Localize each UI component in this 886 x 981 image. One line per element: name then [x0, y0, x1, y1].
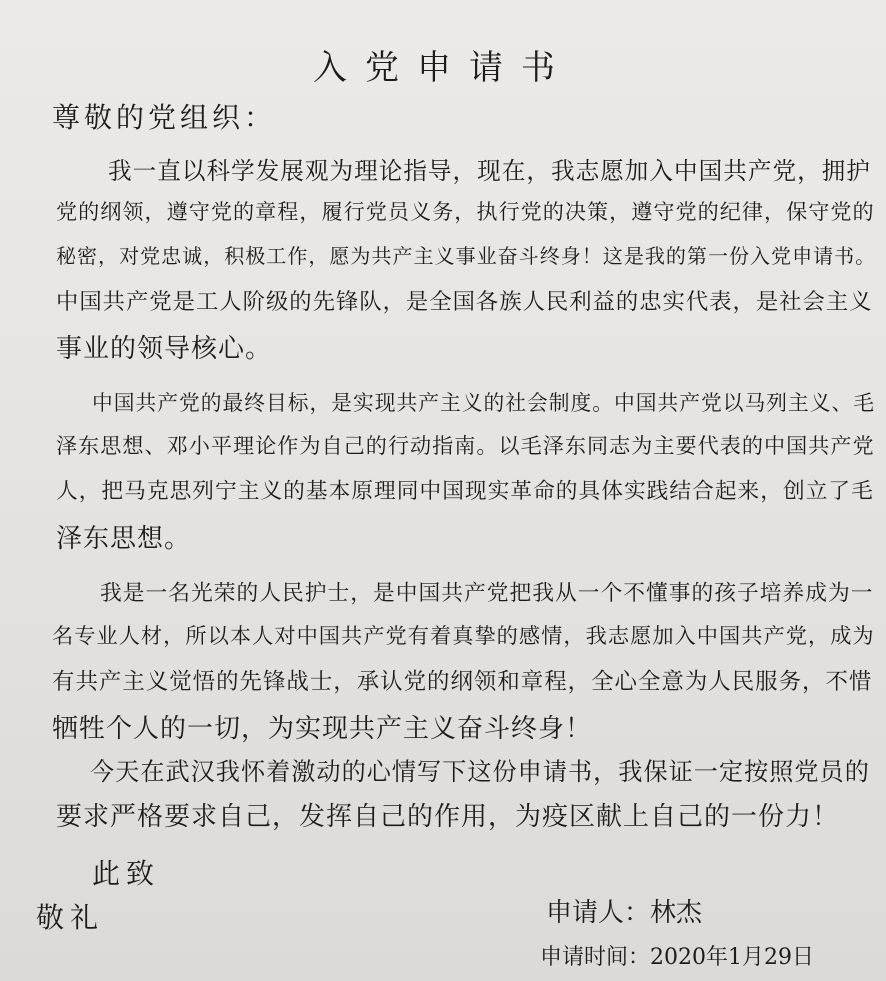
body-line: 我一直以科学发展观为理论指导，现在，我志愿加入中国共产党，拥护 — [108, 157, 871, 185]
body-line: 中国共产党的最终目标，是实现共产主义的社会制度。中国共产党以马列主义、毛 — [92, 391, 876, 415]
letter-title: 入党申请书 — [313, 48, 573, 88]
body-line: 我是一名光荣的人民护士，是中国共产党把我从一个不懂事的孩子培养成为一 — [100, 581, 874, 606]
application-date: 申请时间：2020年1月29日 — [540, 945, 814, 970]
body-line: 中国共产党是工人阶级的先锋队，是全国各族人民利益的忠实代表，是社会主义 — [56, 289, 873, 315]
body-line: 党的纲领，遵守党的章程，履行党员义务，执行党的决策，遵守党的纪律，保守党的 — [56, 199, 875, 224]
body-line: 泽东思想。 — [56, 524, 192, 554]
body-line: 事业的领导核心。 — [56, 334, 273, 364]
closing-jingli: 敬礼 — [36, 901, 105, 934]
applicant-signature: 申请人：林杰 — [546, 898, 703, 928]
body-line: 有共产主义觉悟的先锋战士，承认党的纲领和章程，全心全意为人民服务，不惜 — [52, 669, 873, 695]
body-line: 要求严格要求自己，发挥自己的作用，为疫区献上自己的一份力！ — [56, 802, 840, 832]
body-line: 秘密，对党忠诚，积极工作，愿为共产主义事业奋斗终身！这是我的第一份入党申请书。 — [56, 244, 877, 268]
closing-cizhi: 此致 — [92, 857, 161, 890]
salutation: 尊敬的党组织： — [52, 101, 277, 134]
body-line: 泽东思想、邓小平理论作为自己的行动指南。以毛泽东同志为主要代表的中国共产党 — [56, 433, 875, 458]
body-line: 牺牲个人的一切，为实现共产主义奋斗终身！ — [52, 714, 593, 744]
body-line: 名专业人材，所以本人对中国共产党有着真挚的感情，我志愿加入中国共产党，成为 — [52, 624, 875, 649]
body-line: 人，把马克思列宁主义的基本原理同中国现实革命的具体实践结合起来，创立了毛 — [56, 479, 874, 504]
body-line: 今天在武汉我怀着激动的心情写下这份申请书，我保证一定按照党员的 — [90, 758, 870, 786]
